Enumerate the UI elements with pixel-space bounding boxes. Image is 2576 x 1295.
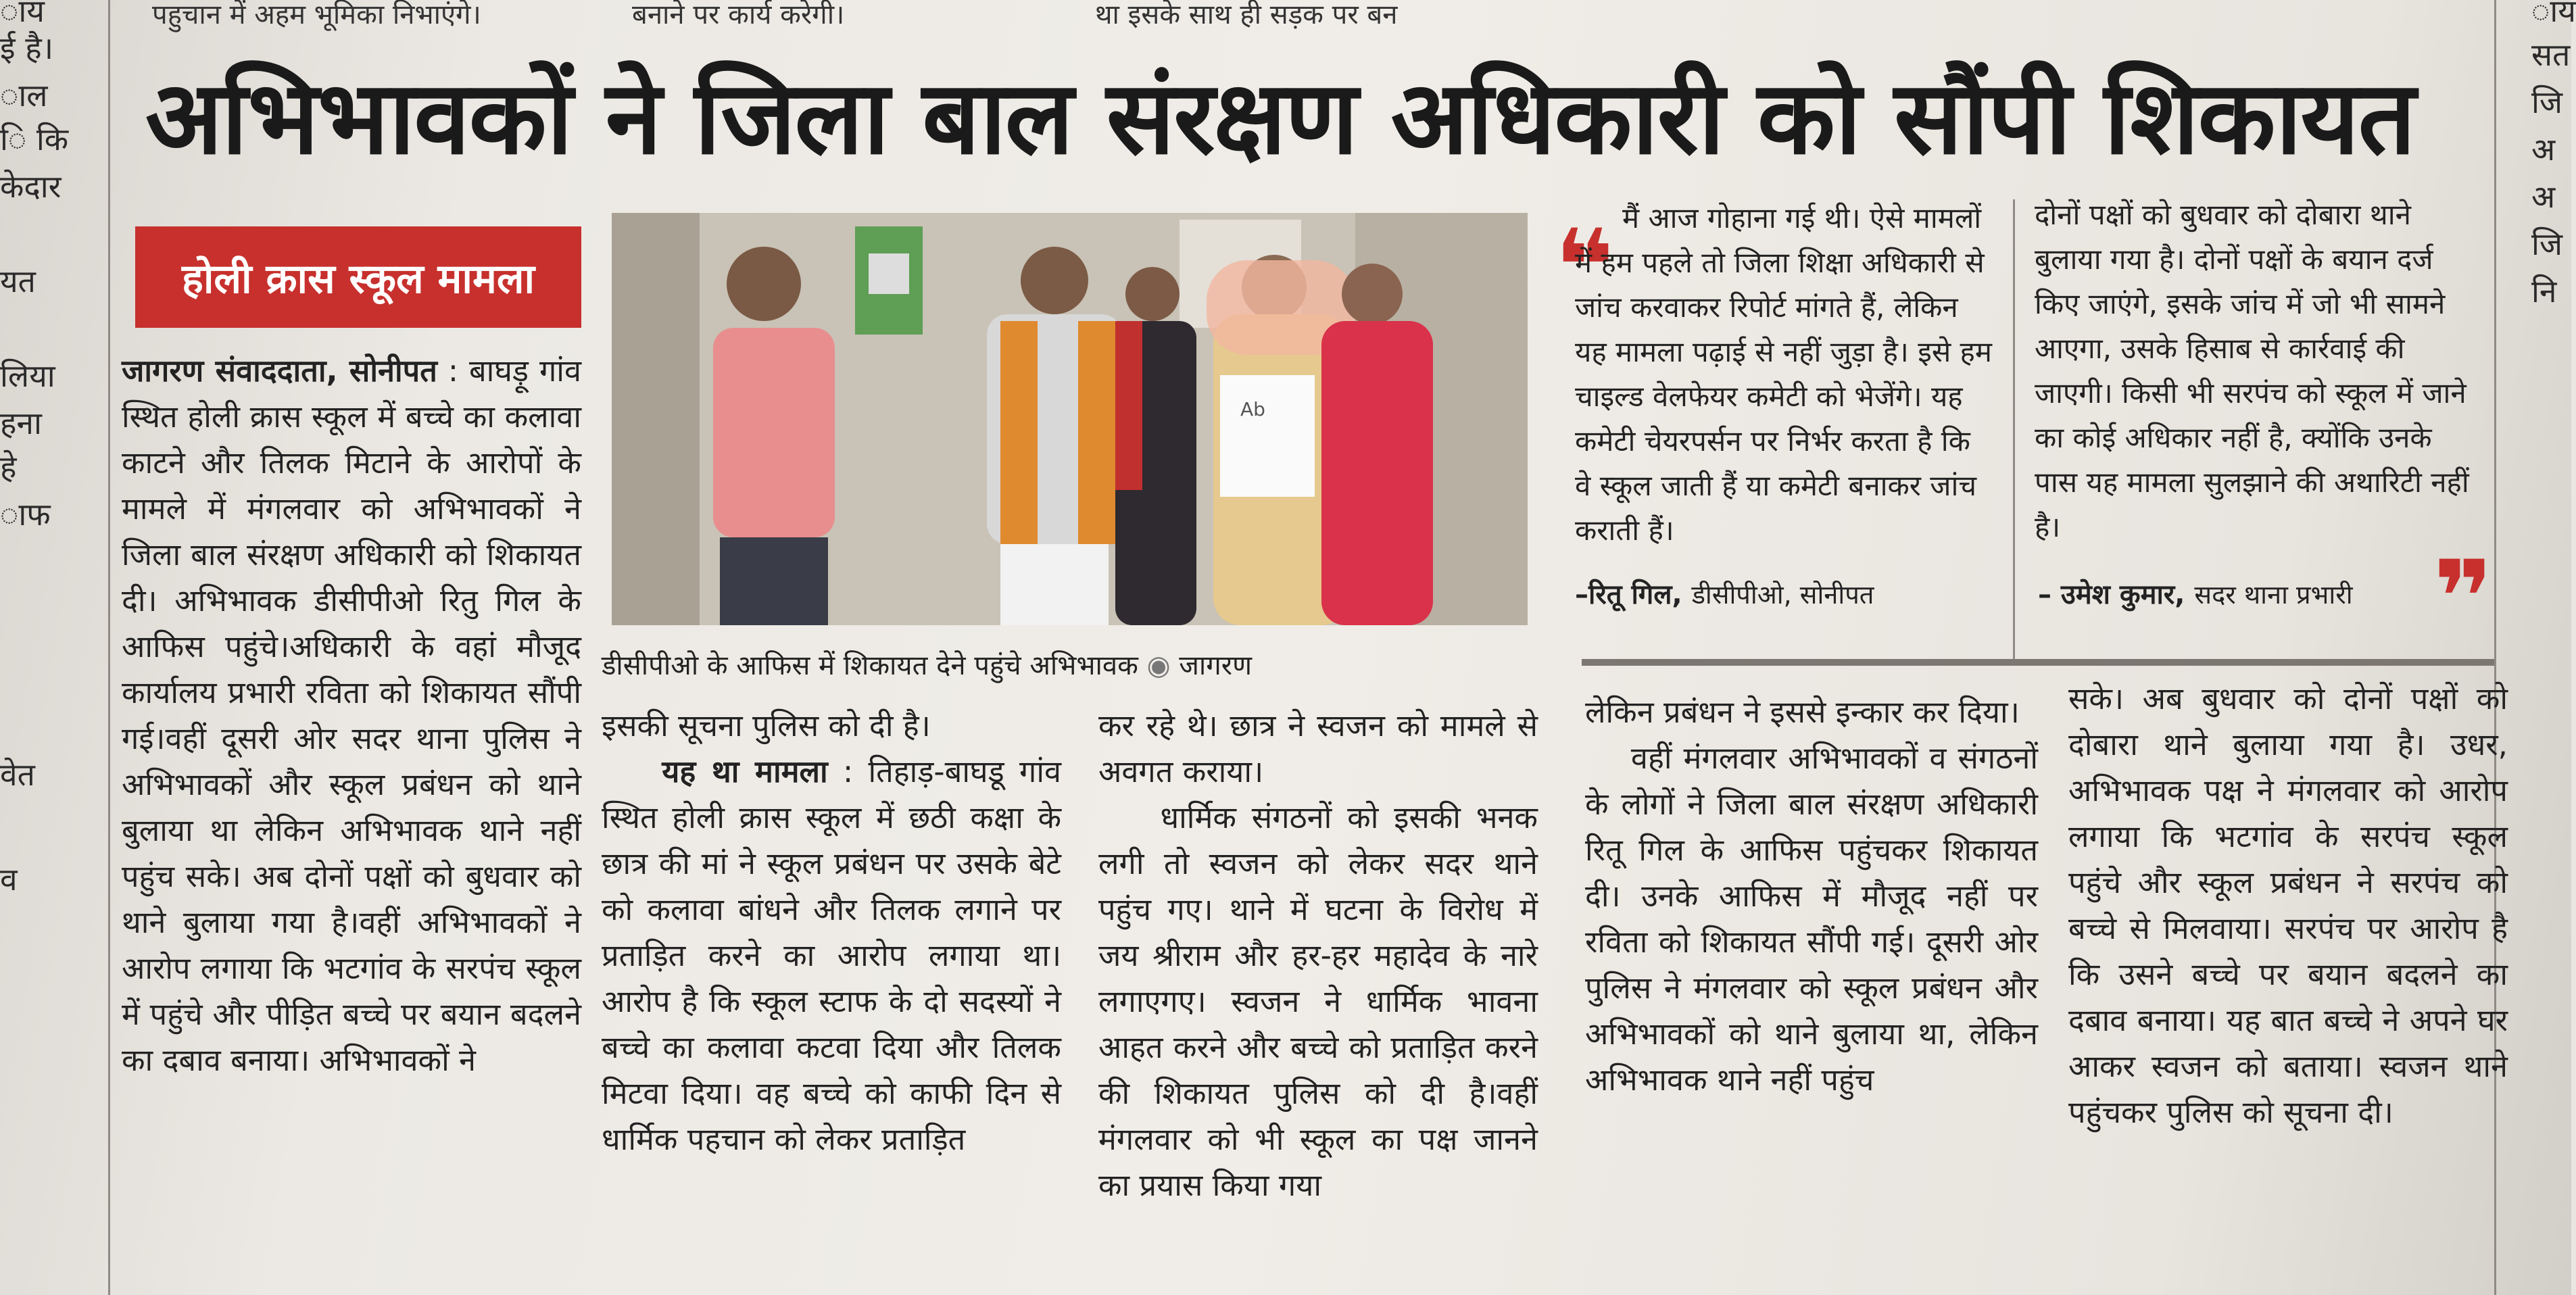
right-fragment: अ [2531, 131, 2556, 168]
left-fragment: ाल [0, 77, 48, 114]
photo-credit: जागरण [1179, 650, 1253, 681]
left-fragment: हना [0, 405, 42, 441]
left-fragment: लिया [0, 358, 55, 394]
left-fragment: यत [0, 263, 36, 299]
column-1-text: : बाघड़ू गांव स्थित होली क्रास स्कूल में बच्चे का कलावा काटने और तिलक मिटाने के आरोपों के मामले में मंगलवार को अभिभावकों ने जिला बाल संरक्षण अधिकारी को शिकायत दी। अभिभावक डीसीपीओ रितु गिल के आफिस पहुंचे।अधिकारी के वहां मौजूद कार्यालय प्रभारी रविता को शिकायत सौंपी गई।वहीं दूसरी ओर सदर थाना पुलिस ने अभिभावकों और स्कूल प्रबंधन को थाने बुलाया था लेकिन अभिभावक थाने नहीं पहुंच सके। अब दोनों पक्षों को बुधवार को थाने बुलाया गया है।वहीं अभिभावकों ने आरोप लगाया कि भटगांव के सरपंच स्कूल में पहुंचे और पीड़ित बच्चे पर बयान बदलने का दबाव बनाया। अभिभावकों ने [122, 353, 581, 1078]
quote-open-icon: ❝ [1555, 208, 1615, 326]
right-fragment: अ [2531, 178, 2556, 215]
column-4-text-1: लेकिन प्रबंधन ने इससे इन्कार कर दिया। [1585, 694, 2020, 730]
top-strip-text-2: बनाने पर कार्य करेगी। [632, 0, 845, 30]
column-4-text-2: वहीं मंगलवार अभिभावकों व संगठनों के लोगों ने जिला बाल संरक्षण अधिकारी रितू गिल के आफिस पहुंचकर शिकायत दी। उनके आफिस में मौजूद नहीं पर रविता को शिकायत सौंपी गई। दूसरी ओर पुलिस ने मंगलवार को स्कूल प्रबंधन और अभिभावकों को थाने बुलाया था, लेकिन अभिभावक थाने नहीं पहुंच [1585, 740, 2038, 1098]
left-fragment: ाय [0, 0, 45, 29]
photo-caption-text: डीसीपीओ के आफिस में शिकायत देने पहुंचे अभिभावक [602, 650, 1138, 681]
right-fragment: ाय [2531, 0, 2576, 29]
column-2-lead: इसकी सूचना पुलिस को दी है। [602, 708, 931, 743]
article-column-1 [122, 348, 581, 1294]
quote-2-author: – उमेश कुमार, [2038, 579, 2185, 610]
left-fragment: हे [0, 449, 17, 485]
news-photo [612, 213, 1528, 625]
camera-icon: ◉ [1146, 650, 1171, 681]
column-5-text: सके। अब बुधवार को दोनों पक्षों को दोबारा थाने बुलाया गया है। उधर, अभिभावक पक्ष ने मंगलवार को आरोप लगाया कि भटगांव के सरपंच स्कूल पहुंचे और स्कूल प्रबंधन ने सरपंच को बच्चे से मिलवाया। सरपंच पर आरोप है कि उसने बच्चे पर बयान बदलने का दबाव बनाया। यह बात बच्चे ने अपने घर आकर स्वजन को बताया। स्वजन थाने पहुंचकर पुलिस को सूचना दी। [2068, 681, 2508, 1130]
quote-2-role: सदर थाना प्रभारी [2194, 580, 2353, 610]
left-fragment: ि कि [0, 121, 69, 157]
article-column-4 [1585, 689, 2038, 1295]
right-fragment: नि [2531, 273, 2557, 310]
left-column-rule [108, 0, 110, 1295]
quote-divider [2013, 199, 2015, 659]
right-fragment: सत [2531, 36, 2571, 73]
photo-illustration [612, 213, 1528, 625]
left-fragment: ई है। [0, 30, 54, 66]
quote-2-attribution [2038, 575, 2353, 612]
quote-close-icon: ❞ [2433, 539, 2494, 657]
article-column-2 [602, 703, 1061, 1295]
quote-2-text: दोनों पक्षों को बुधवार को दोबारा थाने बुलाया गया है। दोनों पक्षों के बयान दर्ज किए जाएंगे, इसके जांच में जो भी सामने आएगा, उसके हिसाब से कार्रवाई की जाएगी। किसी भी सरपंच को स्कूल में जाने का कोई अधिकार नहीं है, क्योंकि उनके पास यह मामला सुलझाने की अथारिटी नहीं है। [2035, 198, 2469, 543]
photo-document-text: Ab [1240, 398, 1265, 420]
quote-section-rule [1582, 659, 2494, 666]
quote-1-role: डीसीपीओ, सोनीपत [1691, 580, 1874, 610]
article-column-3 [1098, 703, 1538, 1295]
column-3-text-2: धार्मिक संगठनों को इसकी भनक लगी तो स्वजन को लेकर सदर थाने पहुंच गए। थाने में घटना के विरोध में जय श्रीराम और हर-हर महादेव के नारे लगाएगए। स्वजन ने धार्मिक भावना आहत करने और बच्चे को प्रताड़ित करने की शिकायत पुलिस को दी है।वहीं मंगलवार को भी स्कूल का पक्ष जानने का प्रयास किया गया [1098, 800, 1538, 1203]
kicker-label: होली क्रास स्कूल मामला [135, 226, 581, 328]
article-column-5 [2068, 676, 2508, 1295]
column-2-text: : तिहाड़-बाघडू गांव स्थित होली क्रास स्कूल में छठी कक्षा के छात्र की मां ने स्कूल प्रबंधन पर उसके बेटे को कलावा बांधने और तिलक लगाने पर प्रताड़ित करने का आरोप लगाया था। आरोप है कि स्कूल स्टाफ के दो सदस्यों ने बच्चे का कलावा कटवा दिया और तिलक मिटवा दिया। वह बच्चे को काफी दिन से धार्मिक पहचान को लेकर प्रताड़ित [602, 754, 1061, 1157]
left-fragment: केदार [0, 168, 62, 205]
column-3-text-1: कर रहे थे। छात्र ने स्वजन को मामले से अवगत कराया। [1098, 708, 1538, 789]
right-fragment: जि [2531, 226, 2563, 262]
left-fragment: व [0, 861, 18, 898]
subhead: यह था मामला [662, 754, 828, 789]
byline: जागरण संवाददाता, सोनीपत [122, 353, 437, 389]
headline: अभिभावकों ने जिला बाल संरक्षण अधिकारी को सौंपी शिकायत [145, 59, 2415, 177]
quote-1-attribution [1575, 575, 1874, 612]
left-fragment: ाफ [0, 496, 51, 533]
quote-1-author: –रितू गिल, [1575, 579, 1682, 610]
right-fragment: जि [2531, 84, 2563, 120]
top-strip-text-1: पहुचान में अहम भूमिका निभाएंगे। [152, 0, 481, 30]
left-fragment: वेत [0, 756, 35, 793]
top-strip-text-3: था इसके साथ ही सड़क पर बन [1095, 0, 1398, 30]
photo-caption [602, 645, 1548, 683]
quote-1-text: मैं आज गोहाना गई थी। ऐसे मामलों में हम पहले तो जिला शिक्षा अधिकारी से जांच करवाकर रिपोर्ट मांगते हैं, लेकिन यह मामला पढ़ाई से नहीं जुड़ा है। इसे हम चाइल्ड वेलफेयर कमेटी को भेजेंगे। यह कमेटी चेयरपर्सन पर निर्भर करता है कि वे स्कूल जाती हैं या कमेटी बनाकर जांच कराती हैं। [1575, 201, 1992, 547]
